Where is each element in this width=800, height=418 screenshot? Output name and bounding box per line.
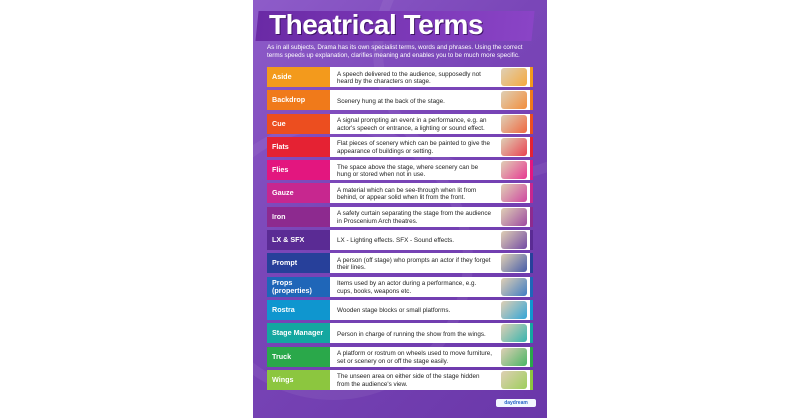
term-definition: A person (off stage) who prompts an actor if they forget their lines. — [337, 256, 491, 272]
term-definition-box — [330, 137, 533, 157]
poster-title: Theatrical Terms — [269, 9, 484, 40]
term-definition-box — [330, 300, 533, 320]
term-definition-box — [330, 67, 533, 87]
term-definition: Person in charge of running the show from the wings. — [337, 330, 486, 338]
term-definition-box — [330, 230, 533, 250]
flats-icon — [501, 138, 527, 156]
term-label: Backdrop — [267, 90, 330, 110]
term-definition-box — [330, 160, 533, 180]
gauze-icon — [501, 184, 527, 202]
term-row — [267, 183, 533, 203]
term-row — [267, 207, 533, 227]
term-row — [267, 230, 533, 250]
poster-intro: As in all subjects, Drama has its own specialist terms, words and phrases. Using the correct terms speeds up explanation, clarifies meaning and enables you to be much more specific. — [267, 44, 523, 59]
term-label: Props (properties) — [267, 277, 330, 297]
term-definition-box — [330, 323, 533, 343]
wings-icon — [501, 371, 527, 389]
term-definition: A platform or rostrum on wheels used to move furniture, set or scenery on or off the stage easily. — [337, 350, 493, 365]
term-label: Truck — [267, 347, 330, 367]
logo-text: daydream — [504, 400, 528, 406]
flies-icon — [501, 161, 527, 179]
term-row — [267, 90, 533, 110]
term-row — [267, 253, 533, 273]
term-row — [267, 160, 533, 180]
publisher-logo — [496, 399, 536, 407]
term-row — [267, 137, 533, 157]
term-label: Flats — [267, 137, 330, 157]
term-label: LX & SFX — [267, 230, 330, 250]
term-definition: Wooden stage blocks or small platforms. — [337, 307, 451, 315]
poster — [253, 0, 547, 418]
term-label: Prompt — [267, 253, 330, 273]
term-row — [267, 370, 533, 390]
term-definition-box — [330, 347, 533, 367]
term-definition: A speech delivered to the audience, supposedly not heard by the characters on stage. — [337, 70, 481, 85]
prompt-icon — [501, 254, 527, 272]
truck-icon — [501, 348, 527, 366]
term-row — [267, 114, 533, 134]
term-definition-box — [330, 207, 533, 227]
terms-list — [267, 67, 533, 393]
term-definition: The space above the stage, where scenery can be hung or stored when not in use. — [337, 163, 479, 179]
term-label: Wings — [267, 370, 330, 390]
term-definition-box — [330, 277, 533, 297]
term-row — [267, 347, 533, 367]
term-definition-box — [330, 90, 533, 110]
term-label: Flies — [267, 160, 330, 180]
term-label: Rostra — [267, 300, 330, 320]
term-definition-box — [330, 253, 533, 273]
lighting-icon — [501, 231, 527, 249]
term-definition-box — [330, 114, 533, 134]
iron-curtain-icon — [501, 208, 527, 226]
term-row — [267, 67, 533, 87]
term-row — [267, 277, 533, 297]
term-definition: Scenery hung at the back of the stage. — [337, 97, 445, 105]
speaker-figure-icon — [501, 68, 527, 86]
term-definition: LX - Lighting effects. SFX - Sound effects. — [337, 237, 455, 245]
term-definition-box — [330, 183, 533, 203]
term-label: Aside — [267, 67, 330, 87]
term-label: Gauze — [267, 183, 330, 203]
term-definition: A signal prompting an event in a performance, e.g. an actor's speech or entrance, a lighting or sound effect. — [337, 117, 487, 132]
term-definition: A safety curtain separating the stage from the audience in Proscenium Arch theatres. — [337, 210, 492, 225]
term-label: Cue — [267, 114, 330, 134]
term-row — [267, 323, 533, 343]
term-label: Iron — [267, 207, 330, 227]
stage-manager-icon — [501, 324, 527, 342]
cue-icon — [501, 115, 527, 133]
term-definition: The unseen area on either side of the stage hidden from the audience's view. — [337, 373, 480, 388]
rostra-icon — [501, 301, 527, 319]
props-icon — [501, 278, 527, 296]
term-definition-box — [330, 370, 533, 390]
backdrop-icon — [501, 91, 527, 109]
term-row — [267, 300, 533, 320]
term-label: Stage Manager — [267, 323, 330, 343]
term-definition: A material which can be see-through when lit from behind, or appear solid when lit from the front. — [337, 187, 477, 202]
term-definition: Flat pieces of scenery which can be painted to give the appearance of buildings or setting. — [337, 140, 490, 155]
term-definition: Items used by an actor during a performance, e.g. cups, books, weapons etc. — [337, 280, 477, 295]
